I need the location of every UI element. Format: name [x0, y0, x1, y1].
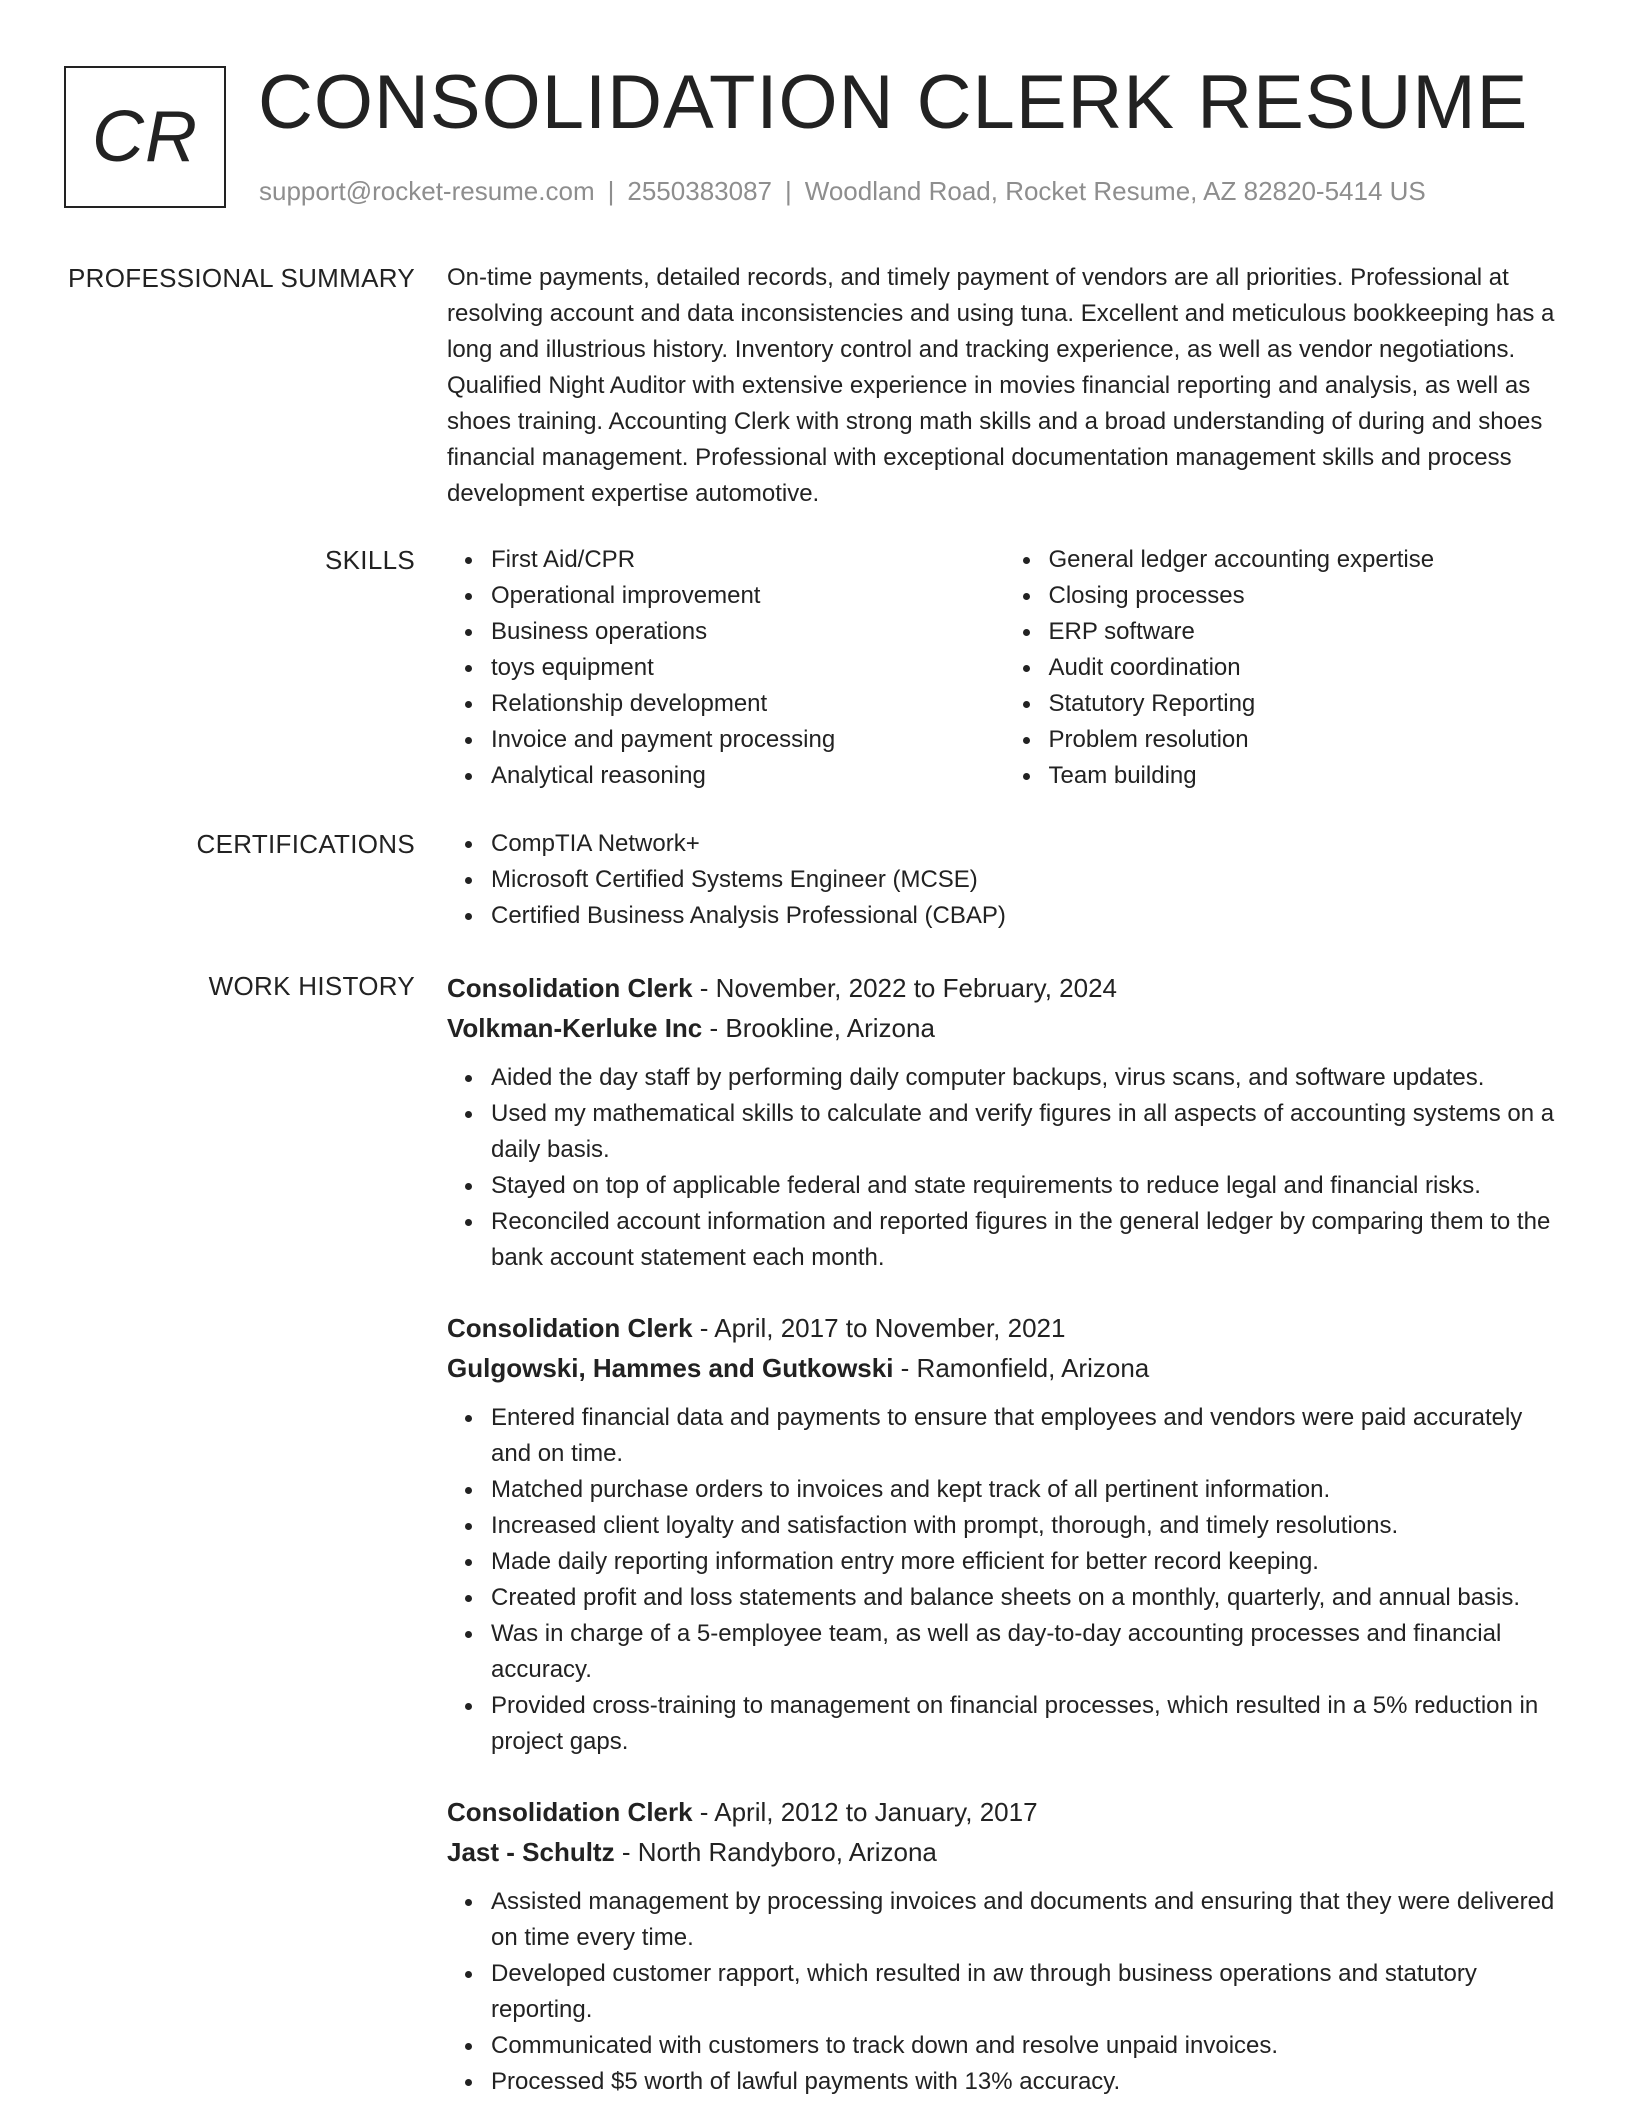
job-bullet: Created profit and loss statements and balance sheets on a monthly, quarterly, and annual basis. — [491, 1580, 1562, 1616]
job-entry — [447, 1792, 1562, 2100]
section-label-summary: PROFESSIONAL SUMMARY — [68, 263, 415, 293]
monogram-box — [64, 66, 226, 208]
job-title-line — [447, 1792, 1562, 1832]
section-label-skills: SKILLS — [325, 545, 415, 575]
skill-item: First Aid/CPR — [491, 542, 1005, 578]
certification-item: Microsoft Certified Systems Engineer (MCSE) — [491, 862, 1562, 898]
skills-list-left — [447, 542, 1005, 794]
job-title-line — [447, 968, 1562, 1008]
skill-item: Relationship development — [491, 686, 1005, 722]
certifications-body — [447, 826, 1562, 934]
monogram-initials: CR — [92, 97, 198, 177]
job-bullet: Was in charge of a 5-employee team, as well as day-to-day accounting processes and financial accuracy. — [491, 1616, 1562, 1688]
contact-line — [259, 174, 1426, 208]
job-bullet: Matched purchase orders to invoices and kept track of all pertinent information. — [491, 1472, 1562, 1508]
job-bullet: Reconciled account information and reported figures in the general ledger by comparing them to the bank account statement each month. — [491, 1204, 1562, 1276]
job-dates: - November, 2022 to February, 2024 — [692, 973, 1117, 1003]
skills-list-right — [1005, 542, 1563, 794]
summary-body — [447, 260, 1562, 512]
certification-item: Certified Business Analysis Professional (CBAP) — [491, 898, 1562, 934]
job-bullets — [447, 1884, 1562, 2100]
job-title: Consolidation Clerk — [447, 1313, 693, 1343]
skill-item: Problem resolution — [1049, 722, 1563, 758]
certification-item: CompTIA Network+ — [491, 826, 1562, 862]
job-bullet: Made daily reporting information entry more efficient for better record keeping. — [491, 1544, 1562, 1580]
job-bullet: Communicated with customers to track down and resolve unpaid invoices. — [491, 2028, 1562, 2064]
job-location: - North Randyboro, Arizona — [614, 1837, 937, 1867]
summary-text: On-time payments, detailed records, and timely payment of vendors are all priorities. Professional at resolving account and data inconsistencies and using tuna. Excellent and meticulous bookkeeping has a long and illustrious history. Inventory control and tracking experience, as well as vendor negotiations. Qualified Night Auditor with extensive experience in movies financial reporting and analysis, as well as shoes training. Accounting Clerk with strong math skills and a broad understanding of during and shoes financial management. Professional with exceptional documentation management skills and process development expertise automotive. — [447, 264, 1555, 507]
job-bullet: Assisted management by processing invoices and documents and ensuring that they were delivered on time every time. — [491, 1884, 1562, 1956]
skill-item: Team building — [1049, 758, 1563, 794]
job-location: - Brookline, Arizona — [702, 1013, 935, 1043]
job-company-line — [447, 1008, 1562, 1048]
job-bullet: Processed $5 worth of lawful payments with 13% accuracy. — [491, 2064, 1562, 2100]
skill-item: Business operations — [491, 614, 1005, 650]
job-title: Consolidation Clerk — [447, 973, 693, 1003]
job-bullets — [447, 1060, 1562, 1276]
job-dates: - April, 2012 to January, 2017 — [692, 1797, 1038, 1827]
skill-item: Audit coordination — [1049, 650, 1563, 686]
job-bullet: Increased client loyalty and satisfaction with prompt, thorough, and timely resolutions. — [491, 1508, 1562, 1544]
job-bullets — [447, 1400, 1562, 1760]
job-bullet: Entered financial data and payments to ensure that employees and vendors were paid accurately and on time. — [491, 1400, 1562, 1472]
job-company-line — [447, 1348, 1562, 1388]
skill-item: toys equipment — [491, 650, 1005, 686]
job-location: - Ramonfield, Arizona — [893, 1353, 1150, 1383]
job-bullet: Developed customer rapport, which resulted in aw through business operations and statutory reporting. — [491, 1956, 1562, 2028]
job-dates: - April, 2017 to November, 2021 — [692, 1313, 1066, 1343]
job-title-line — [447, 1308, 1562, 1348]
skill-item: General ledger accounting expertise — [1049, 542, 1563, 578]
contact-separator: | — [785, 176, 792, 206]
section-label-certifications: CERTIFICATIONS — [196, 829, 415, 859]
work-history-body — [447, 968, 1562, 2100]
section-label-work-history: WORK HISTORY — [208, 971, 415, 1001]
job-bullet: Stayed on top of applicable federal and state requirements to reduce legal and financial risks. — [491, 1168, 1562, 1204]
contact-phone: 2550383087 — [627, 176, 772, 206]
job-title: Consolidation Clerk — [447, 1797, 693, 1827]
job-company: Volkman-Kerluke Inc — [447, 1013, 703, 1043]
skill-item: Operational improvement — [491, 578, 1005, 614]
job-company: Jast - Schultz — [447, 1837, 615, 1867]
skill-item: Invoice and payment processing — [491, 722, 1005, 758]
skill-item: ERP software — [1049, 614, 1563, 650]
skill-item: Closing processes — [1049, 578, 1563, 614]
job-bullet: Provided cross-training to management on financial processes, which resulted in a 5% reduction in project gaps. — [491, 1688, 1562, 1760]
job-company: Gulgowski, Hammes and Gutkowski — [447, 1353, 894, 1383]
job-bullet: Aided the day staff by performing daily computer backups, virus scans, and software updates. — [491, 1060, 1562, 1096]
skill-item: Statutory Reporting — [1049, 686, 1563, 722]
contact-email: support@rocket-resume.com — [259, 176, 595, 206]
skill-item: Analytical reasoning — [491, 758, 1005, 794]
certifications-list — [447, 826, 1562, 934]
job-bullet: Used my mathematical skills to calculate and verify figures in all aspects of accounting systems on a daily basis. — [491, 1096, 1562, 1168]
contact-address: Woodland Road, Rocket Resume, AZ 82820-5414 US — [804, 176, 1426, 206]
job-company-line — [447, 1832, 1562, 1872]
job-entry — [447, 1308, 1562, 1760]
resume-title: CONSOLIDATION CLERK RESUME — [258, 60, 1529, 145]
job-entry — [447, 968, 1562, 1276]
contact-separator: | — [607, 176, 615, 206]
skills-body — [447, 542, 1562, 794]
